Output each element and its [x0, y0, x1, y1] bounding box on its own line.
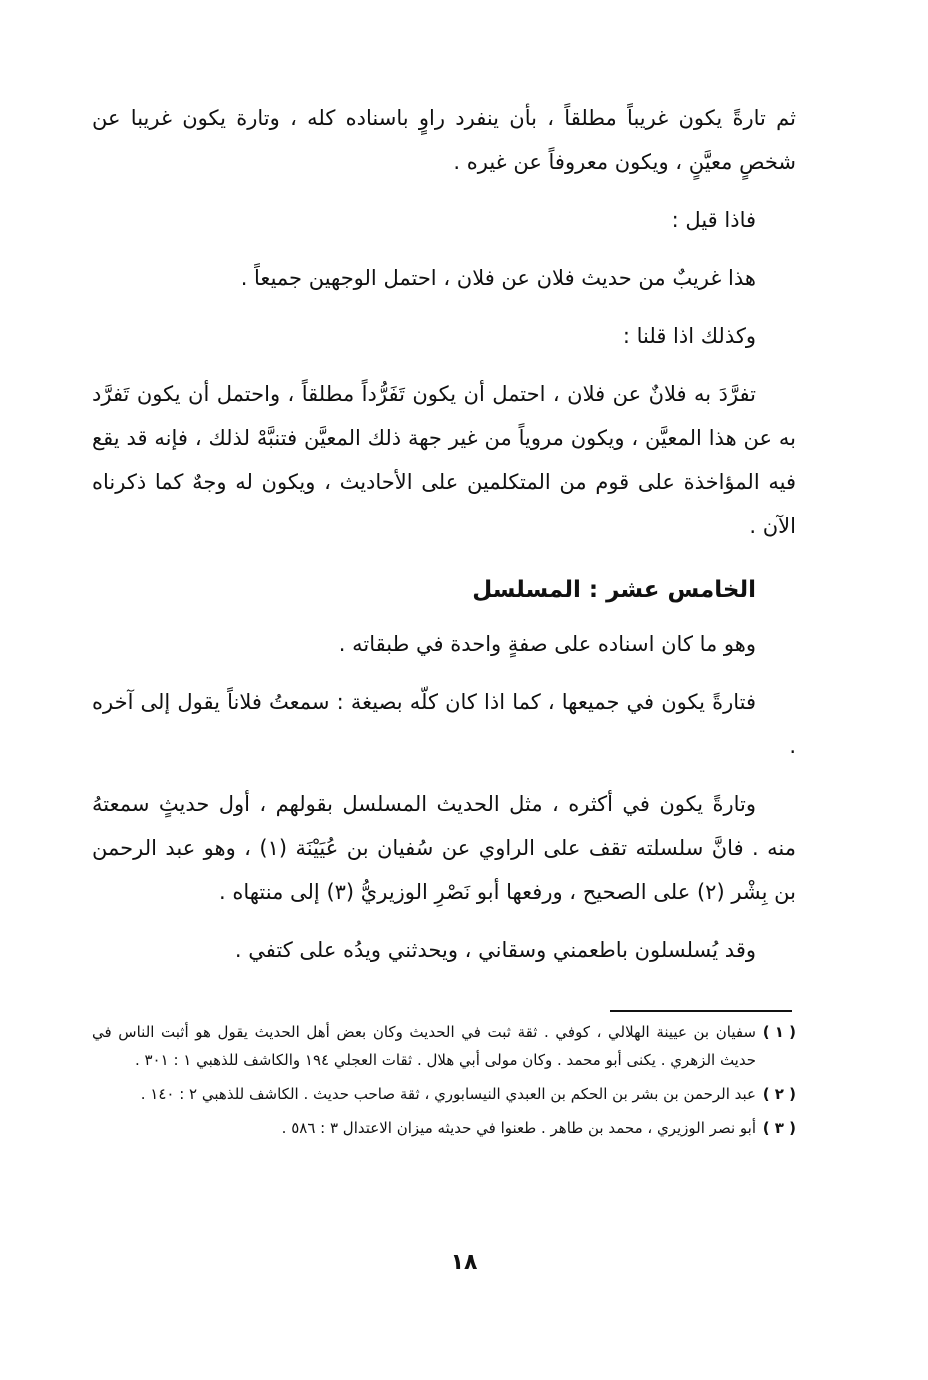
page-number: ١٨	[450, 1250, 478, 1275]
footnote-text: أبو نصر الوزيري ، محمد بن طاهر . طعنوا في حديثه ميزان الاعتدال ٣ : ٥٨٦ .	[281, 1119, 756, 1137]
section-heading: الخامس عشر : المسلسل	[472, 577, 756, 603]
footnotes	[92, 1018, 796, 1148]
footnote-number: ( ٢ )	[762, 1085, 796, 1103]
paragraph-1: ثم تارةً يكون غريباً مطلقاً ، بأن ينفرد راوٍ باسناده كله ، وتارة يكون غريبا عن شخصٍ معيَّنٍ ، ويكون معروفاً عن غيره .	[92, 106, 796, 174]
footnote-divider	[610, 1010, 792, 1012]
section-paragraph-1: وهو ما كان اسناده على صفةٍ واحدة في طبقاته .	[338, 632, 756, 656]
paragraph-5: تفرَّدَ به فلانٌ عن فلان ، احتمل أن يكون تَفَرُّداً مطلقاً ، واحتمل أن يكون تَفرَّد به عن هذا المعيَّن ، ويكون مروياً من غير جهة ذلك المعيَّن فتنبَّهْ لذلك ، فإنه قد يقع فيه المؤاخذة على قوم من المتكلمين على الأحاديث ، ويكون له وجهٌ كما ذكرناه الآن .	[92, 382, 796, 538]
section-paragraph-4: وقد يُسلسلون باطعمني وسقاني ، ويحدثني ويدُه على كتفي .	[234, 938, 756, 962]
paragraph-3: هذا غريبٌ من حديث فلان عن فلان ، احتمل الوجهين جميعاً .	[240, 266, 756, 290]
footnote-number: ( ٣ )	[762, 1119, 796, 1137]
footnote-text: عبد الرحمن بن بشر بن الحكم بن العبدي النيسابوري ، ثقة صاحب حديث . الكاشف للذهبي ٢ : ١٤٠ .	[140, 1085, 756, 1103]
footnote-2	[92, 1080, 796, 1108]
footnote-text: سفيان بن عيينة الهلالي ، كوفي . ثقة ثبت في الحديث وكان بعض أهل الحديث يقول هو أثبت الناس في حديث الزهري . يكنى أبو محمد . وكان مولى أبي هلال . ثقات العجلي ١٩٤ والكاشف للذهبي ١ : ٣٠١ .	[92, 1023, 756, 1069]
footnote-number: ( ١ )	[762, 1023, 796, 1041]
footnote-3	[92, 1114, 796, 1142]
footnote-1	[92, 1018, 796, 1074]
paragraph-2: فاذا قيل :	[671, 208, 756, 232]
main-text	[92, 96, 796, 986]
paragraph-4: وكذلك اذا قلنا :	[622, 324, 756, 348]
section-paragraph-2: فتارةً يكون في جميعها ، كما اذا كان كلّه بصيغة : سمعتُ فلاناً يقول إلى آخره .	[92, 690, 796, 758]
section-paragraph-3: وتارةً يكون في أكثره ، مثل الحديث المسلسل بقولهم ، أول حديثٍ سمعتهُ منه . فانَّ سلسلته تقف على الراوي عن سُفيان بن عُيَيْنَة (١) ، وهو عبد الرحمن بن بِشْر (٢) على الصحيح ، ورفعها أبو نَصْرِ الوزيريُّ (٣) إلى منتهاه .	[92, 792, 796, 904]
